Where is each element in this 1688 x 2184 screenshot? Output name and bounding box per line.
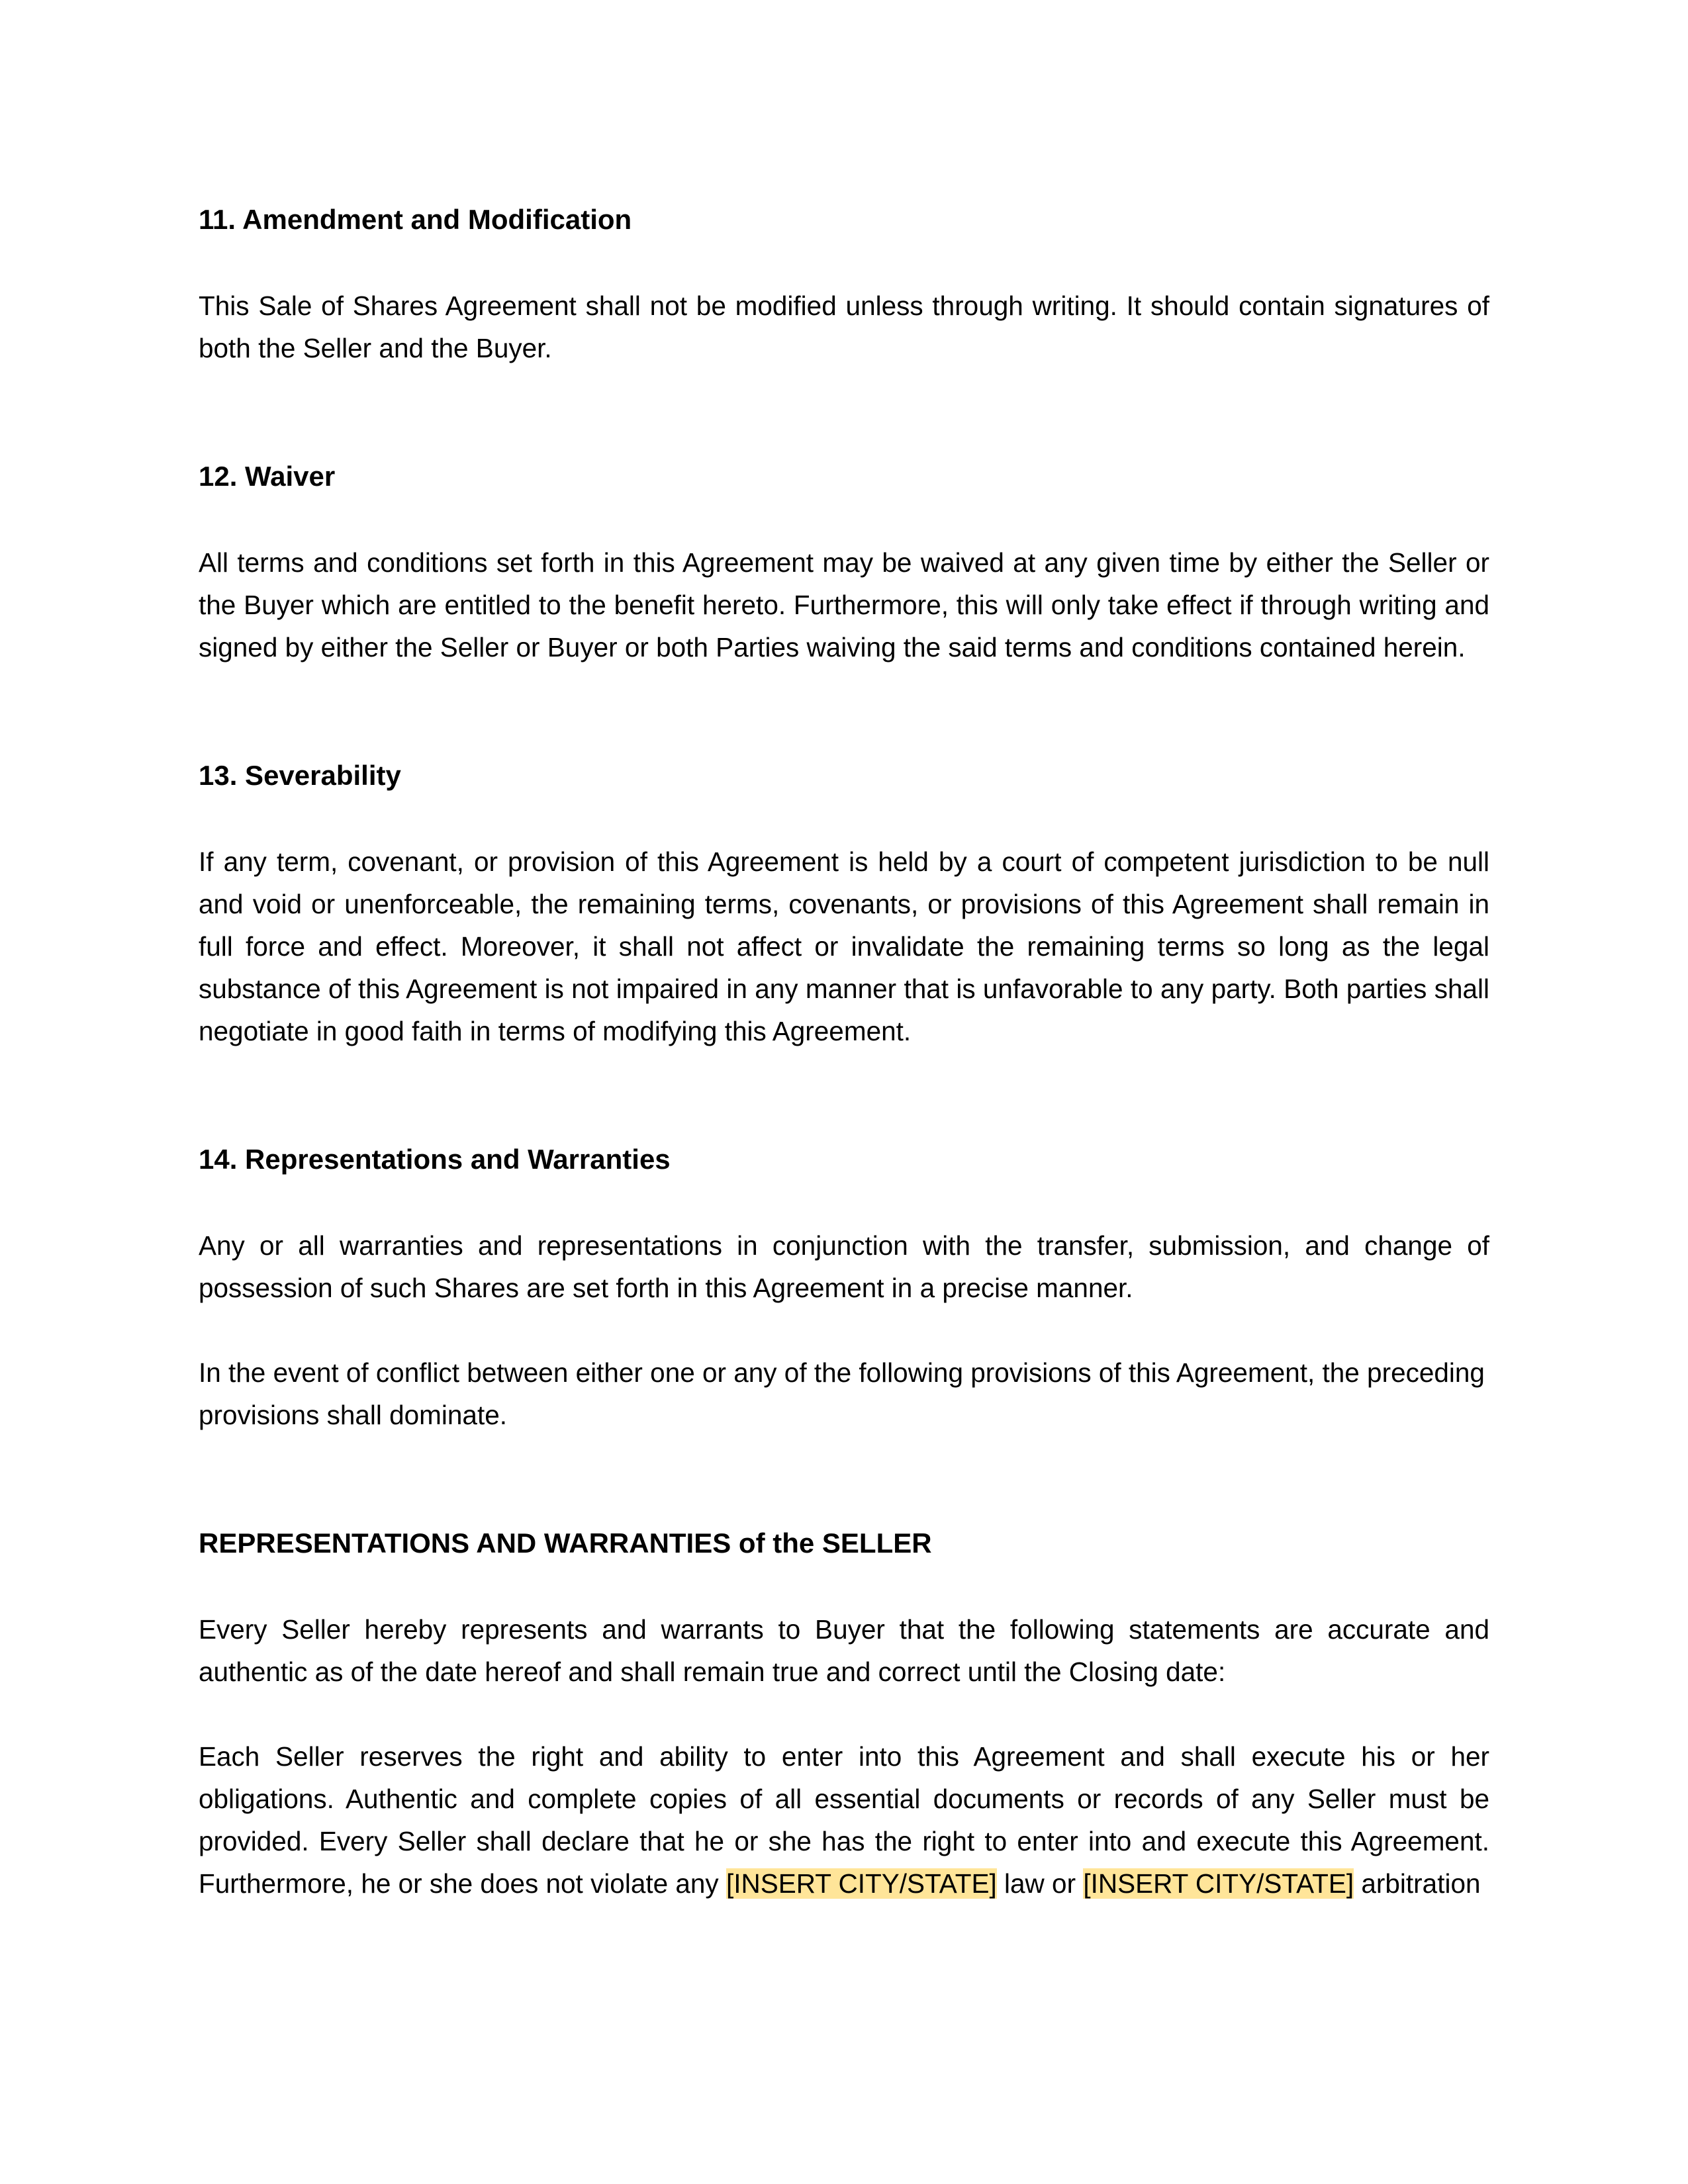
section-waiver <box>199 455 1489 668</box>
section-heading: 12. Waiver <box>199 461 336 492</box>
section-heading: 11. Amendment and Modification <box>199 204 632 235</box>
section-paragraph: Every Seller hereby represents and warrants to Buyer that the following statements are accurate and authentic as of the date hereof and shall remain true and correct until the Closing date: <box>199 1614 1489 1687</box>
section-paragraph-last <box>199 1735 1489 1905</box>
section-heading: 13. Severability <box>199 760 401 791</box>
section-paragraph: All terms and conditions set forth in this Agreement may be waived at any given time by either the Seller or the Buyer which are entitled to the benefit hereto. Furthermore, this will only take effect if through writing and signed by either the Seller or Buyer or both Parties waiving the said terms and conditions contained herein. <box>199 547 1489 662</box>
paragraph-text: law or <box>996 1868 1084 1899</box>
section-representations-warranties <box>199 1138 1489 1436</box>
placeholder-city-state: [INSERT CITY/STATE] <box>726 1868 997 1899</box>
section-heading: REPRESENTATIONS AND WARRANTIES of the SELLER <box>199 1527 932 1559</box>
section-paragraph: If any term, covenant, or provision of this Agreement is held by a court of competent jurisdiction to be null and void or unenforceable, the remaining terms, covenants, or provisions of this Agreement shall remain in full force and effect. Moreover, it shall not affect or invalidate the remaining terms so long as the legal substance of this Agreement is not impaired in any manner that is unfavorable to any party. Both parties shall negotiate in good faith in terms of modifying this Agreement. <box>199 846 1489 1046</box>
document-page <box>199 199 1489 1905</box>
paragraph-text: Each Seller reserves the right and ability to enter into this Agreement and shall execute his or her obligations. Authentic and complete copies of all essential documents or records of any Seller must be provided. Every Seller shall declare that he or she has the right to enter into and execute this Agreement. Furthermore, he or she does not violate any <box>199 1741 1489 1899</box>
placeholder-city-state: [INSERT CITY/STATE] <box>1083 1868 1354 1899</box>
section-seller-representations <box>199 1522 1489 1905</box>
section-paragraph: In the event of conflict between either one or any of the following provisions of this Agreement, the preceding provisions shall dominate. <box>199 1357 1485 1430</box>
section-paragraph: This Sale of Shares Agreement shall not be modified unless through writing. It should contain signatures of both the Seller and the Buyer. <box>199 291 1489 363</box>
section-amendment <box>199 199 1489 369</box>
section-severability <box>199 754 1489 1052</box>
section-heading: 14. Representations and Warranties <box>199 1144 671 1175</box>
section-paragraph: Any or all warranties and representations in conjunction with the transfer, submission, and change of possession of such Shares are set forth in this Agreement in a precise manner. <box>199 1230 1489 1303</box>
paragraph-text: arbitration <box>1354 1868 1481 1899</box>
